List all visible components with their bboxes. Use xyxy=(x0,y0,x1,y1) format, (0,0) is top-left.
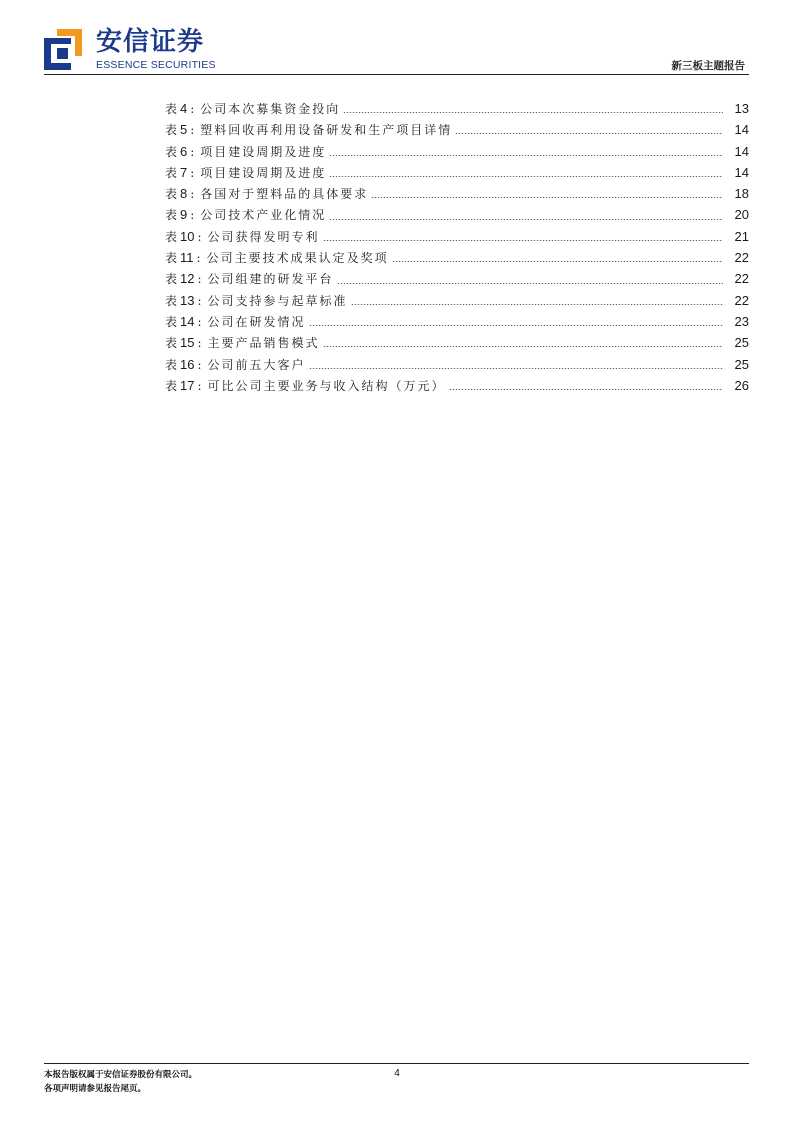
toc-entry-colon: : xyxy=(197,336,204,351)
toc-entry-page: 14 xyxy=(734,122,749,138)
toc-entry-colon: : xyxy=(190,144,197,159)
toc-entry-label xyxy=(165,290,348,312)
toc-entry-table-15[interactable] xyxy=(165,332,749,353)
toc-entry-label xyxy=(165,119,452,141)
toc-entry-title: 公司本次募集资金投向 xyxy=(200,102,341,116)
toc-entry-table-13[interactable] xyxy=(165,290,749,311)
toc-entry-table-10[interactable] xyxy=(165,226,749,247)
toc-dot-leader xyxy=(351,304,723,305)
toc-entry-colon: : xyxy=(196,251,203,266)
toc-entry-title: 公司组建的研发平台 xyxy=(207,272,334,287)
report-type-label: 新三板主题报告 xyxy=(671,60,745,72)
toc-entry-table-12[interactable] xyxy=(165,268,749,289)
toc-dot-leader xyxy=(309,325,723,326)
toc-entry-title: 项目建设周期及进度 xyxy=(200,144,327,159)
toc-entry-number: 4 xyxy=(180,101,188,116)
toc-dot-leader xyxy=(371,197,723,198)
toc-entry-label xyxy=(165,226,320,248)
toc-dot-leader xyxy=(323,346,723,347)
toc-entry-number: 5 xyxy=(180,122,188,138)
toc-entry-prefix: 表 xyxy=(165,293,180,308)
toc-dot-leader xyxy=(323,240,723,241)
toc-entry-title: 塑料回收再利用设备研发和生产项目详情 xyxy=(200,123,453,138)
toc-dot-leader xyxy=(329,155,723,156)
toc-entry-page: 18 xyxy=(734,186,749,202)
toc-entry-colon: : xyxy=(190,165,197,180)
toc-entry-colon: : xyxy=(190,123,197,138)
toc-entry-number: 10 xyxy=(180,228,195,244)
toc-entry-table-17[interactable] xyxy=(165,375,749,396)
toc-entry-prefix: 表 xyxy=(165,187,180,202)
toc-entry-prefix: 表 xyxy=(165,102,180,116)
toc-entry-colon: : xyxy=(197,293,204,308)
page-header xyxy=(0,0,793,80)
toc-entry-page: 13 xyxy=(734,101,749,116)
toc-entry-label xyxy=(165,268,334,290)
toc-entry-number: 17 xyxy=(180,377,195,393)
toc-entry-colon: : xyxy=(190,187,197,202)
toc-entry-title: 公司支持参与起草标准 xyxy=(207,293,348,308)
toc-dot-leader xyxy=(337,283,723,284)
toc-entry-number: 15 xyxy=(180,335,195,351)
toc-entry-title: 项目建设周期及进度 xyxy=(200,165,327,180)
toc-entry-table-11[interactable] xyxy=(165,247,749,268)
toc-dot-leader xyxy=(329,176,723,177)
toc-entry-page: 23 xyxy=(734,313,749,329)
toc-dot-leader xyxy=(309,368,723,369)
toc-entry-table-4[interactable] xyxy=(165,98,749,119)
footer-divider xyxy=(44,1063,749,1064)
toc-entry-prefix: 表 xyxy=(165,357,180,372)
toc-entry-title: 主要产品销售模式 xyxy=(207,336,320,351)
toc-entry-prefix: 表 xyxy=(165,272,180,287)
toc-entry-label xyxy=(165,247,389,269)
copyright-notice: 本报告版权属于安信证券股份有限公司。 xyxy=(44,1070,198,1080)
disclaimer-notice: 各项声明请参见报告尾页。 xyxy=(44,1084,147,1094)
toc-entry-page: 25 xyxy=(734,356,749,372)
toc-dot-leader xyxy=(449,389,723,390)
toc-dot-leader xyxy=(455,133,723,134)
toc-entry-number: 11 xyxy=(180,250,194,266)
toc-entry-number: 16 xyxy=(180,356,195,372)
toc-entry-table-9[interactable] xyxy=(165,204,749,225)
toc-entry-prefix: 表 xyxy=(165,378,180,393)
toc-entry-title: 公司获得发明专利 xyxy=(207,229,320,244)
table-of-tables xyxy=(165,98,749,396)
brand-name-en: ESSENCE SECURITIES xyxy=(96,59,216,71)
toc-entry-page: 21 xyxy=(734,228,749,244)
toc-entry-page: 22 xyxy=(734,250,749,266)
toc-entry-colon: : xyxy=(190,102,197,116)
toc-entry-table-14[interactable] xyxy=(165,311,749,332)
toc-entry-title: 公司在研发情况 xyxy=(207,314,306,329)
toc-entry-page: 22 xyxy=(734,292,749,308)
toc-entry-number: 14 xyxy=(180,313,195,329)
toc-entry-table-5[interactable] xyxy=(165,119,749,140)
toc-entry-title: 各国对于塑料品的具体要求 xyxy=(200,187,369,202)
toc-entry-colon: : xyxy=(197,314,204,329)
toc-entry-prefix: 表 xyxy=(165,336,180,351)
toc-entry-number: 8 xyxy=(180,186,188,202)
toc-entry-number: 9 xyxy=(180,207,188,223)
toc-entry-prefix: 表 xyxy=(165,165,180,180)
toc-entry-label xyxy=(165,141,326,163)
toc-entry-title: 公司技术产业化情况 xyxy=(200,208,327,223)
toc-entry-colon: : xyxy=(197,272,204,287)
toc-entry-table-7[interactable] xyxy=(165,162,749,183)
toc-dot-leader xyxy=(343,112,723,113)
page-number: 4 xyxy=(394,1068,400,1079)
toc-entry-number: 12 xyxy=(180,271,195,287)
toc-entry-colon: : xyxy=(197,378,204,393)
toc-entry-page: 25 xyxy=(734,335,749,351)
toc-entry-prefix: 表 xyxy=(165,251,180,266)
toc-entry-label xyxy=(165,183,368,205)
toc-entry-prefix: 表 xyxy=(165,314,180,329)
toc-entry-table-6[interactable] xyxy=(165,141,749,162)
toc-entry-label xyxy=(165,375,446,397)
toc-entry-number: 7 xyxy=(180,164,188,180)
essence-logo-icon xyxy=(44,29,82,70)
toc-entry-table-16[interactable] xyxy=(165,354,749,375)
brand-name-cn: 安信证券 xyxy=(96,27,205,57)
toc-entry-page: 14 xyxy=(734,143,749,159)
toc-entry-label xyxy=(165,332,320,354)
toc-entry-prefix: 表 xyxy=(165,144,180,159)
toc-entry-title: 可比公司主要业务与收入结构（万元） xyxy=(207,378,446,393)
toc-entry-title: 公司主要技术成果认定及奖项 xyxy=(206,251,389,266)
toc-entry-prefix: 表 xyxy=(165,229,180,244)
toc-entry-title: 公司前五大客户 xyxy=(207,357,306,372)
toc-entry-label xyxy=(165,162,326,184)
toc-dot-leader xyxy=(392,261,723,262)
toc-entry-colon: : xyxy=(190,208,197,223)
toc-entry-label xyxy=(165,354,306,376)
toc-dot-leader xyxy=(329,219,723,220)
header-divider xyxy=(44,74,749,75)
toc-entry-prefix: 表 xyxy=(165,208,180,223)
toc-entry-colon: : xyxy=(197,357,204,372)
toc-entry-table-8[interactable] xyxy=(165,183,749,204)
toc-entry-page: 14 xyxy=(734,164,749,180)
toc-entry-colon: : xyxy=(197,229,204,244)
toc-entry-label xyxy=(165,204,326,226)
toc-entry-label xyxy=(165,311,306,333)
toc-entry-page: 22 xyxy=(734,271,749,287)
toc-entry-number: 6 xyxy=(180,143,188,159)
toc-entry-number: 13 xyxy=(180,292,195,308)
toc-entry-page: 20 xyxy=(734,207,749,223)
toc-entry-prefix: 表 xyxy=(165,123,180,138)
toc-entry-page: 26 xyxy=(734,377,749,393)
toc-entry-label xyxy=(165,98,340,120)
